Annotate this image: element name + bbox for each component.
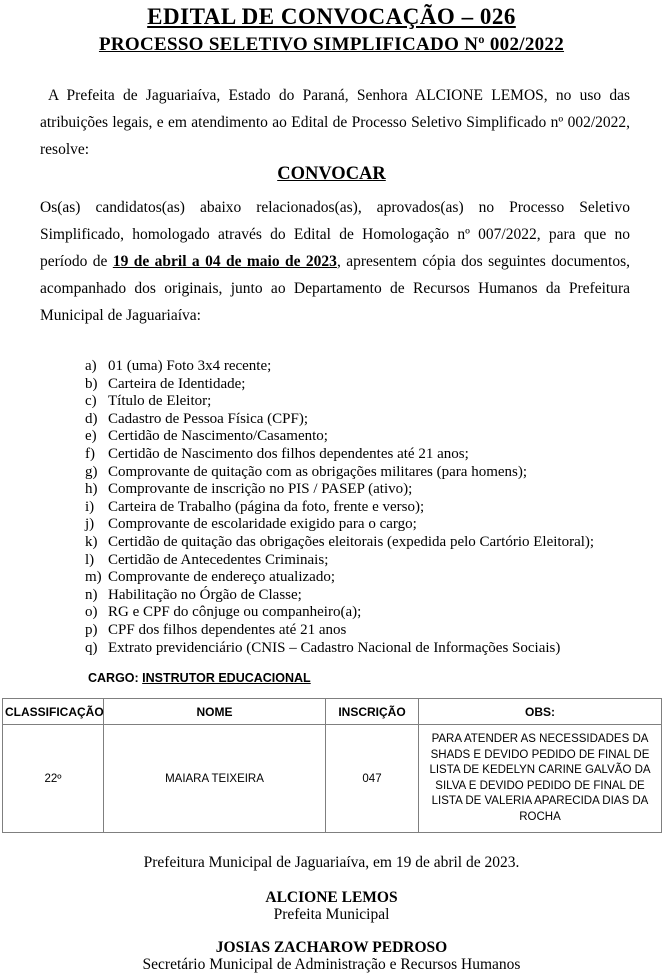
list-item [85, 516, 623, 534]
list-item-letter: b) [85, 375, 98, 392]
list-item-letter: n) [85, 586, 98, 603]
cell-classificacao: 22º [3, 725, 104, 833]
intro-paragraph: A Prefeita de Jaguariaíva, Estado do Paraná, Senhora ALCIONE LEMOS, no uso das atribuições legais, e em atendimento ao Edital de Processo Seletivo Simplificado nº 002/2022, resolve: [40, 87, 630, 158]
list-item [85, 358, 623, 376]
list-item [85, 552, 623, 570]
list-item [85, 604, 623, 622]
convocation-date: 19 de abril a 04 de maio de 2023 [112, 253, 337, 270]
table-header-nome: NOME [104, 699, 326, 725]
table-header-classificacao: CLASSIFICAÇÃO [3, 699, 104, 725]
document-title [0, 4, 663, 30]
list-item [85, 481, 623, 499]
convocation-table [2, 698, 662, 833]
list-item-letter: c) [85, 393, 97, 410]
table-header-obs: OBS: [419, 699, 662, 725]
list-item-text: Carteira de Identidade; [108, 375, 246, 392]
list-item [85, 428, 623, 446]
signature-role: Prefeita Municipal [273, 906, 390, 924]
list-item-letter: o) [85, 604, 98, 621]
cargo-line [88, 671, 663, 685]
closing-line: Prefeitura Municipal de Jaguariaíva, em 19 de abril de 2023. [143, 854, 520, 872]
convocation-text-before: Os(as) candidatos(as) abaixo relacionados(as), aprovados(as) no Processo Seletivo Simplificado, homologado através do Edital de Homologação nº 007/2022, para que no período de [40, 199, 630, 270]
list-item-text: Habilitação no Órgão de Classe; [108, 586, 302, 603]
list-item-text: Certidão de Antecedentes Criminais; [108, 551, 329, 568]
table-header-row [3, 699, 662, 725]
list-item-text: Comprovante de endereço atualizado; [108, 569, 335, 586]
list-item-text: Comprovante de escolaridade exigido para o cargo; [108, 516, 417, 533]
cargo-label: CARGO: [88, 671, 143, 686]
list-item-letter: l) [85, 551, 95, 568]
list-item-text: Extrato previdenciário (CNIS – Cadastro Nacional de Informações Sociais) [108, 639, 561, 656]
list-item-text: Certidão de Nascimento/Casamento; [108, 428, 328, 445]
cell-nome: MAIARA TEIXEIRA [104, 725, 326, 833]
list-item [85, 464, 623, 482]
list-item [85, 569, 623, 587]
list-item-letter: j) [85, 516, 95, 533]
list-item [85, 446, 623, 464]
list-item-text: Carteira de Trabalho (página da foto, frente e verso); [108, 498, 425, 515]
list-item [85, 411, 623, 429]
list-item [85, 622, 623, 640]
list-item-text: 01 (uma) Foto 3x4 recente; [108, 358, 272, 374]
cell-obs: PARA ATENDER AS NECESSIDADES DA SHADS E DEVIDO PEDIDO DE FINAL DE LISTA DE KEDELYN CARINE GALVÃO DA SILVA E DEVIDO PEDIDO DE FINAL DE LISTA DE VALERIA APARECIDA DIAS DA ROCHA [419, 725, 662, 833]
list-item-letter: e) [85, 428, 97, 445]
list-item-letter: q) [85, 639, 98, 656]
list-item-text: Título de Eleitor; [108, 393, 212, 410]
list-item-text: Certidão de quitação das obrigações eleitorais (expedida pelo Cartório Eleitoral); [108, 533, 595, 550]
section-heading [0, 164, 663, 185]
list-item-text: Comprovante de inscrição no PIS / PASEP (ativo); [108, 481, 413, 498]
list-item-letter: k) [85, 533, 98, 550]
list-item [85, 376, 623, 394]
convocation-paragraph [40, 194, 630, 329]
table-row [3, 725, 662, 833]
cell-inscricao: 047 [326, 725, 419, 833]
section-heading-text: CONVOCAR [277, 164, 386, 184]
list-item-letter: p) [85, 621, 98, 638]
list-item-letter: f) [85, 445, 95, 462]
list-item-letter: a) [85, 358, 97, 374]
signature-role: Secretário Municipal de Administração e Recursos Humanos [142, 956, 521, 973]
list-item-letter: g) [85, 463, 98, 480]
list-item-letter: m) [85, 569, 102, 586]
document-subtitle [0, 34, 663, 56]
cargo-value: INSTRUTOR EDUCACIONAL [142, 671, 311, 686]
list-item [85, 534, 623, 552]
list-item-letter: h) [85, 481, 98, 498]
signature-block-secretario [0, 939, 663, 973]
list-item-text: Certidão de Nascimento dos filhos dependentes até 21 anos; [108, 445, 469, 462]
table-header-inscricao: INSCRIÇÃO [326, 699, 419, 725]
list-item [85, 640, 623, 658]
list-item [85, 587, 623, 605]
list-item-text: Cadastro de Pessoa Física (CPF); [108, 410, 308, 427]
documents-list [85, 358, 623, 657]
document-subtitle-text: PROCESSO SELETIVO SIMPLIFICADO Nº 002/2022 [98, 34, 565, 55]
list-item [85, 499, 623, 517]
signature-name: JOSIAS ZACHAROW PEDROSO [215, 939, 448, 957]
list-item-text: CPF dos filhos dependentes até 21 anos [108, 621, 347, 638]
list-item [85, 393, 623, 411]
list-item-text: Comprovante de quitação com as obrigações militares (para homens); [108, 463, 528, 480]
signature-name: ALCIONE LEMOS [265, 889, 398, 907]
list-item-letter: d) [85, 410, 98, 427]
convocation-text-after: , apresentem cópia dos seguintes documentos, acompanhado dos originais, junto ao Departamento de Recursos Humanos da Prefeitura Municipal de Jaguariaíva: [40, 253, 631, 324]
list-item-letter: i) [85, 498, 95, 515]
signature-block-prefeita [0, 889, 663, 923]
document-title-text: EDITAL DE CONVOCAÇÃO – 026 [147, 4, 516, 29]
list-item-text: RG e CPF do cônjuge ou companheiro(a); [108, 604, 362, 621]
